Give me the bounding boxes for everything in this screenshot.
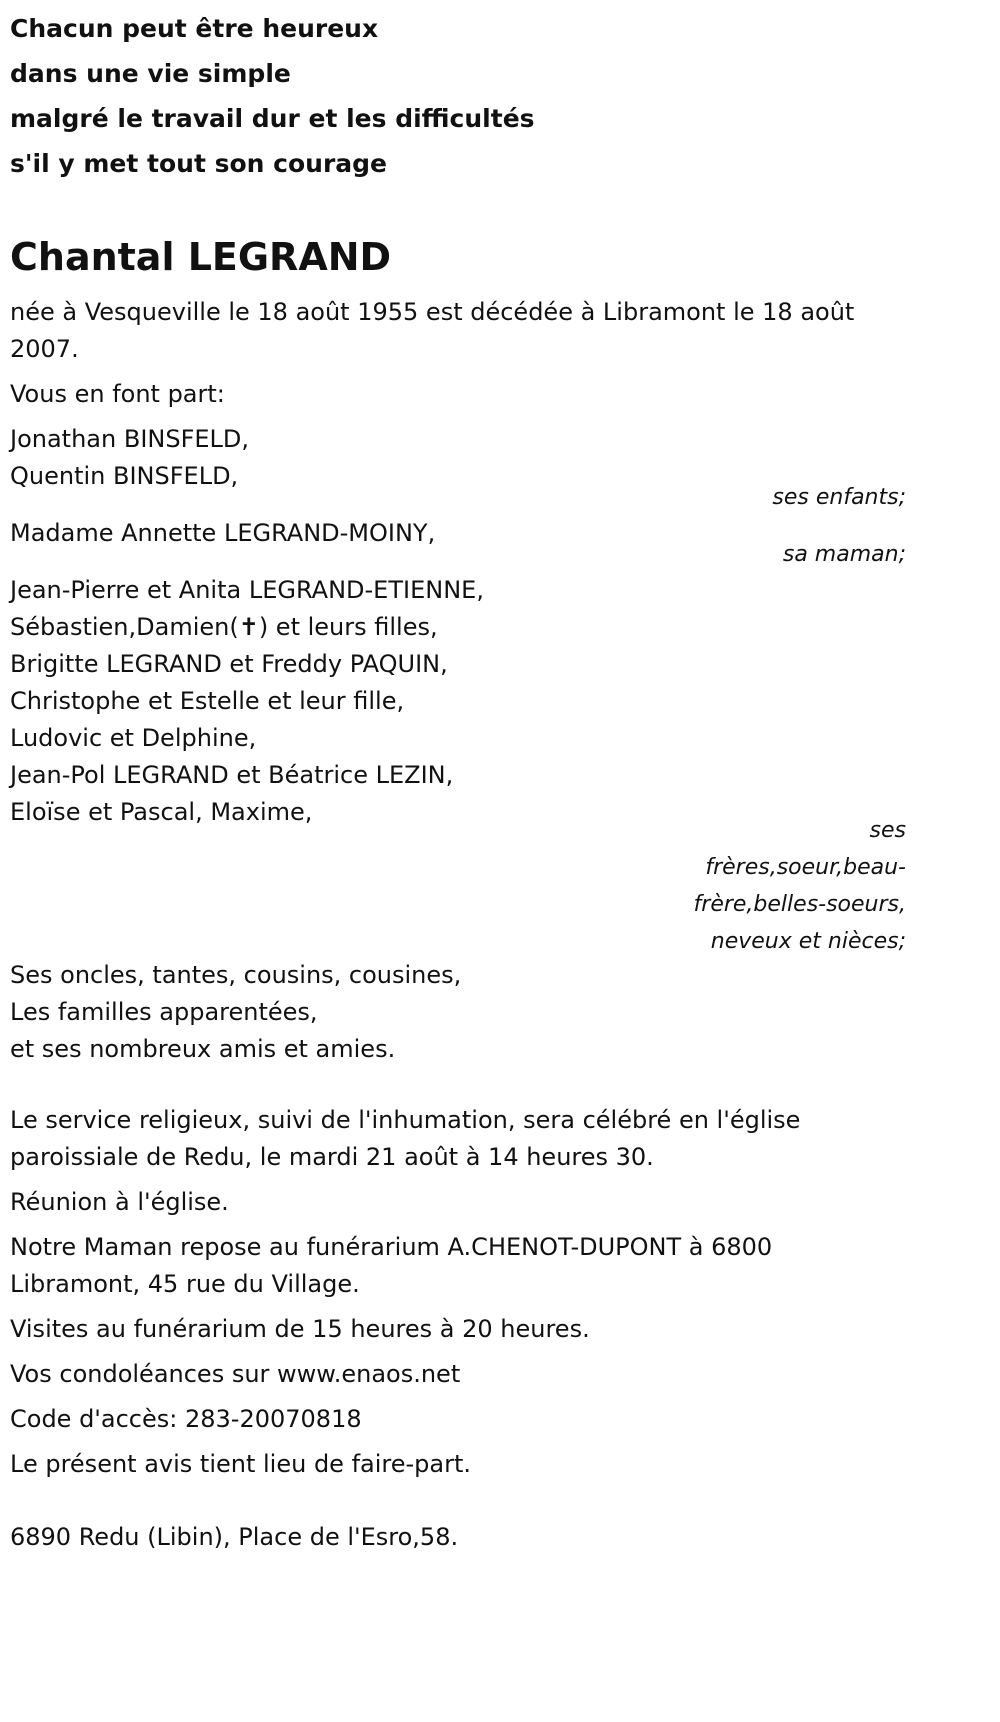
rest-location-text <box>10 1229 910 1303</box>
rest-line: Libramont, 45 rue du Village. <box>10 1270 360 1298</box>
relation-line: frère,belles-soeurs, <box>693 892 906 917</box>
reunion-text: Réunion à l'église. <box>10 1188 229 1216</box>
children-relation: ses enfants; <box>772 485 906 510</box>
relation-line: neveux et nièces; <box>710 929 906 954</box>
service-line: paroissiale de Redu, le mardi 21 août à 14 heures 30. <box>10 1143 654 1171</box>
poem-line: s'il y met tout son courage <box>10 149 388 178</box>
poem-line: malgré le travail dur et les difficultés <box>10 104 535 133</box>
sibling-line: Jean-Pierre et Anita LEGRAND-ETIENNE, <box>10 576 484 604</box>
visits-text: Visites au funérarium de 15 heures à 20 heures. <box>10 1315 590 1343</box>
condolences-text: Vos condoléances sur www.enaos.net <box>10 1360 461 1388</box>
poem-line: dans une vie simple <box>10 59 291 88</box>
others-line: et ses nombreux amis et amies. <box>10 1035 396 1063</box>
access-code-text: Code d'accès: 283-20070818 <box>10 1405 362 1433</box>
birth-death-line: 2007. <box>10 335 79 363</box>
address-text: 6890 Redu (Libin), Place de l'Esro,58. <box>10 1523 459 1551</box>
mother-name: Madame Annette LEGRAND-MOINY, <box>10 519 436 547</box>
others-line: Ses oncles, tantes, cousins, cousines, <box>10 961 462 989</box>
birth-death-text <box>10 294 910 368</box>
sibling-line: Eloïse et Pascal, Maxime, <box>10 798 313 826</box>
relation-line: ses <box>869 818 906 843</box>
service-line: Le service religieux, suivi de l'inhumation, sera célébré en l'église <box>10 1106 801 1134</box>
siblings-list <box>10 572 910 831</box>
sibling-line: Sébastien,Damien(✝) et leurs filles, <box>10 613 438 641</box>
mother-relation: sa maman; <box>782 542 906 567</box>
announce-text: Vous en font part: <box>10 380 225 408</box>
sibling-line: Ludovic et Delphine, <box>10 724 257 752</box>
child-name: Quentin BINSFELD, <box>10 462 239 490</box>
notice-text: Le présent avis tient lieu de faire-part. <box>10 1450 472 1478</box>
sibling-line: Jean-Pol LEGRAND et Béatrice LEZIN, <box>10 761 454 789</box>
child-name: Jonathan BINSFELD, <box>10 425 250 453</box>
rest-line: Notre Maman repose au funérarium A.CHENOT-DUPONT à 6800 <box>10 1233 773 1261</box>
deceased-name: Chantal LEGRAND <box>10 235 392 279</box>
others-line: Les familles apparentées, <box>10 998 318 1026</box>
poem <box>10 6 535 186</box>
relation-line: frères,soeur,beau- <box>705 855 906 880</box>
siblings-relation <box>694 812 906 960</box>
sibling-line: Christophe et Estelle et leur fille, <box>10 687 405 715</box>
poem-line: Chacun peut être heureux <box>10 14 379 43</box>
birth-death-line: née à Vesqueville le 18 août 1955 est décédée à Libramont le 18 août <box>10 298 855 326</box>
sibling-line: Brigitte LEGRAND et Freddy PAQUIN, <box>10 650 448 678</box>
other-relatives <box>10 957 910 1068</box>
service-text <box>10 1102 910 1176</box>
